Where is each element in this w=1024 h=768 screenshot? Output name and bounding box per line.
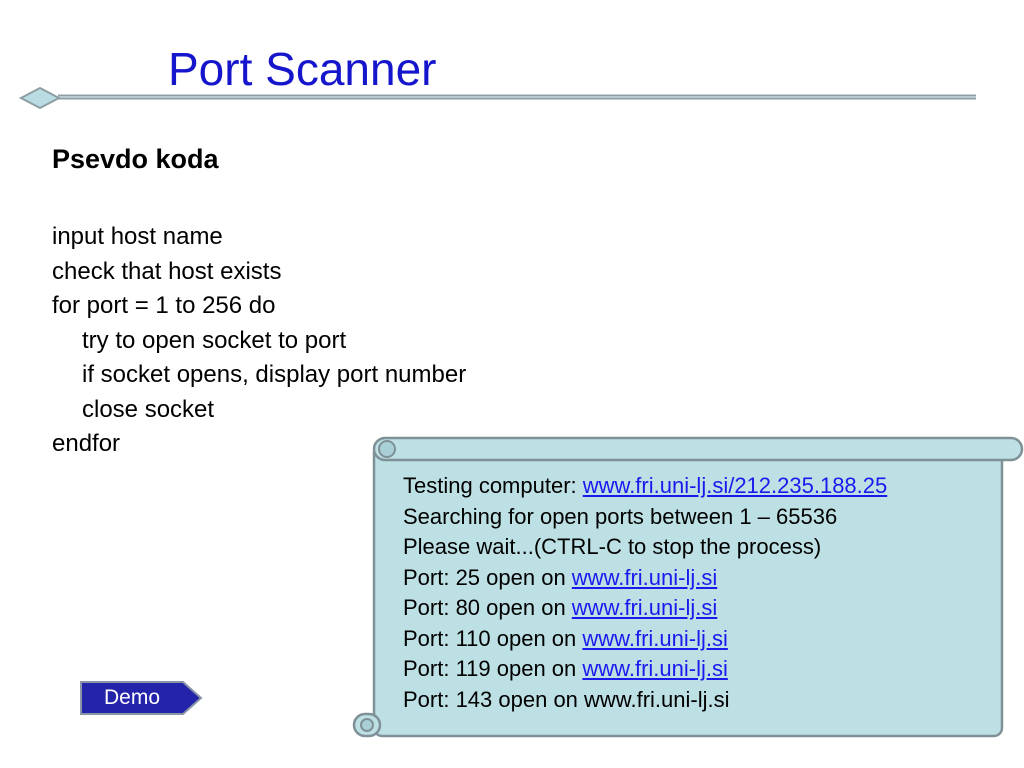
slide-title: Port Scanner xyxy=(168,43,437,95)
host-link[interactable]: www.fri.uni-lj.si/212.235.188.25 xyxy=(582,473,888,498)
port-line xyxy=(403,593,887,624)
scan-output xyxy=(403,471,887,715)
diamond-icon xyxy=(21,88,59,108)
port-line: Port: 143 open on www.fri.uni-lj.si xyxy=(403,686,730,712)
code-line: endfor xyxy=(52,430,121,457)
port-line xyxy=(403,563,887,594)
title-divider xyxy=(18,84,980,114)
port-text: Port: 110 open on xyxy=(403,625,583,651)
code-line: input host name xyxy=(52,223,223,250)
code-line: try to open socket to port xyxy=(82,326,347,354)
output-line: Please wait...(CTRL-C to stop the process) xyxy=(403,534,822,559)
port-line xyxy=(403,624,887,655)
pseudocode-block xyxy=(52,220,466,462)
code-line: close socket xyxy=(82,395,215,423)
output-line: Searching for open ports between 1 – 65536 xyxy=(403,503,838,529)
output-text: Testing computer: xyxy=(403,473,583,498)
host-link[interactable]: www.fri.uni-lj.si xyxy=(582,656,728,681)
demo-button[interactable]: Demo xyxy=(103,685,161,709)
output-line xyxy=(403,471,887,502)
host-link[interactable]: www.fri.uni-lj.si xyxy=(582,625,728,651)
code-line: if socket opens, display port number xyxy=(82,361,467,388)
section-heading: Psevdo koda xyxy=(52,144,219,174)
host-link[interactable]: www.fri.uni-lj.si xyxy=(571,595,718,620)
port-line xyxy=(403,654,887,685)
port-text: Port: 25 open on xyxy=(403,564,572,590)
host-link[interactable]: www.fri.uni-lj.si xyxy=(571,564,718,590)
port-text: Port: 80 open on xyxy=(403,595,572,620)
code-line: for port = 1 to 256 do xyxy=(52,292,276,319)
code-line: check that host exists xyxy=(52,257,282,285)
port-text: Port: 119 open on xyxy=(403,656,583,681)
